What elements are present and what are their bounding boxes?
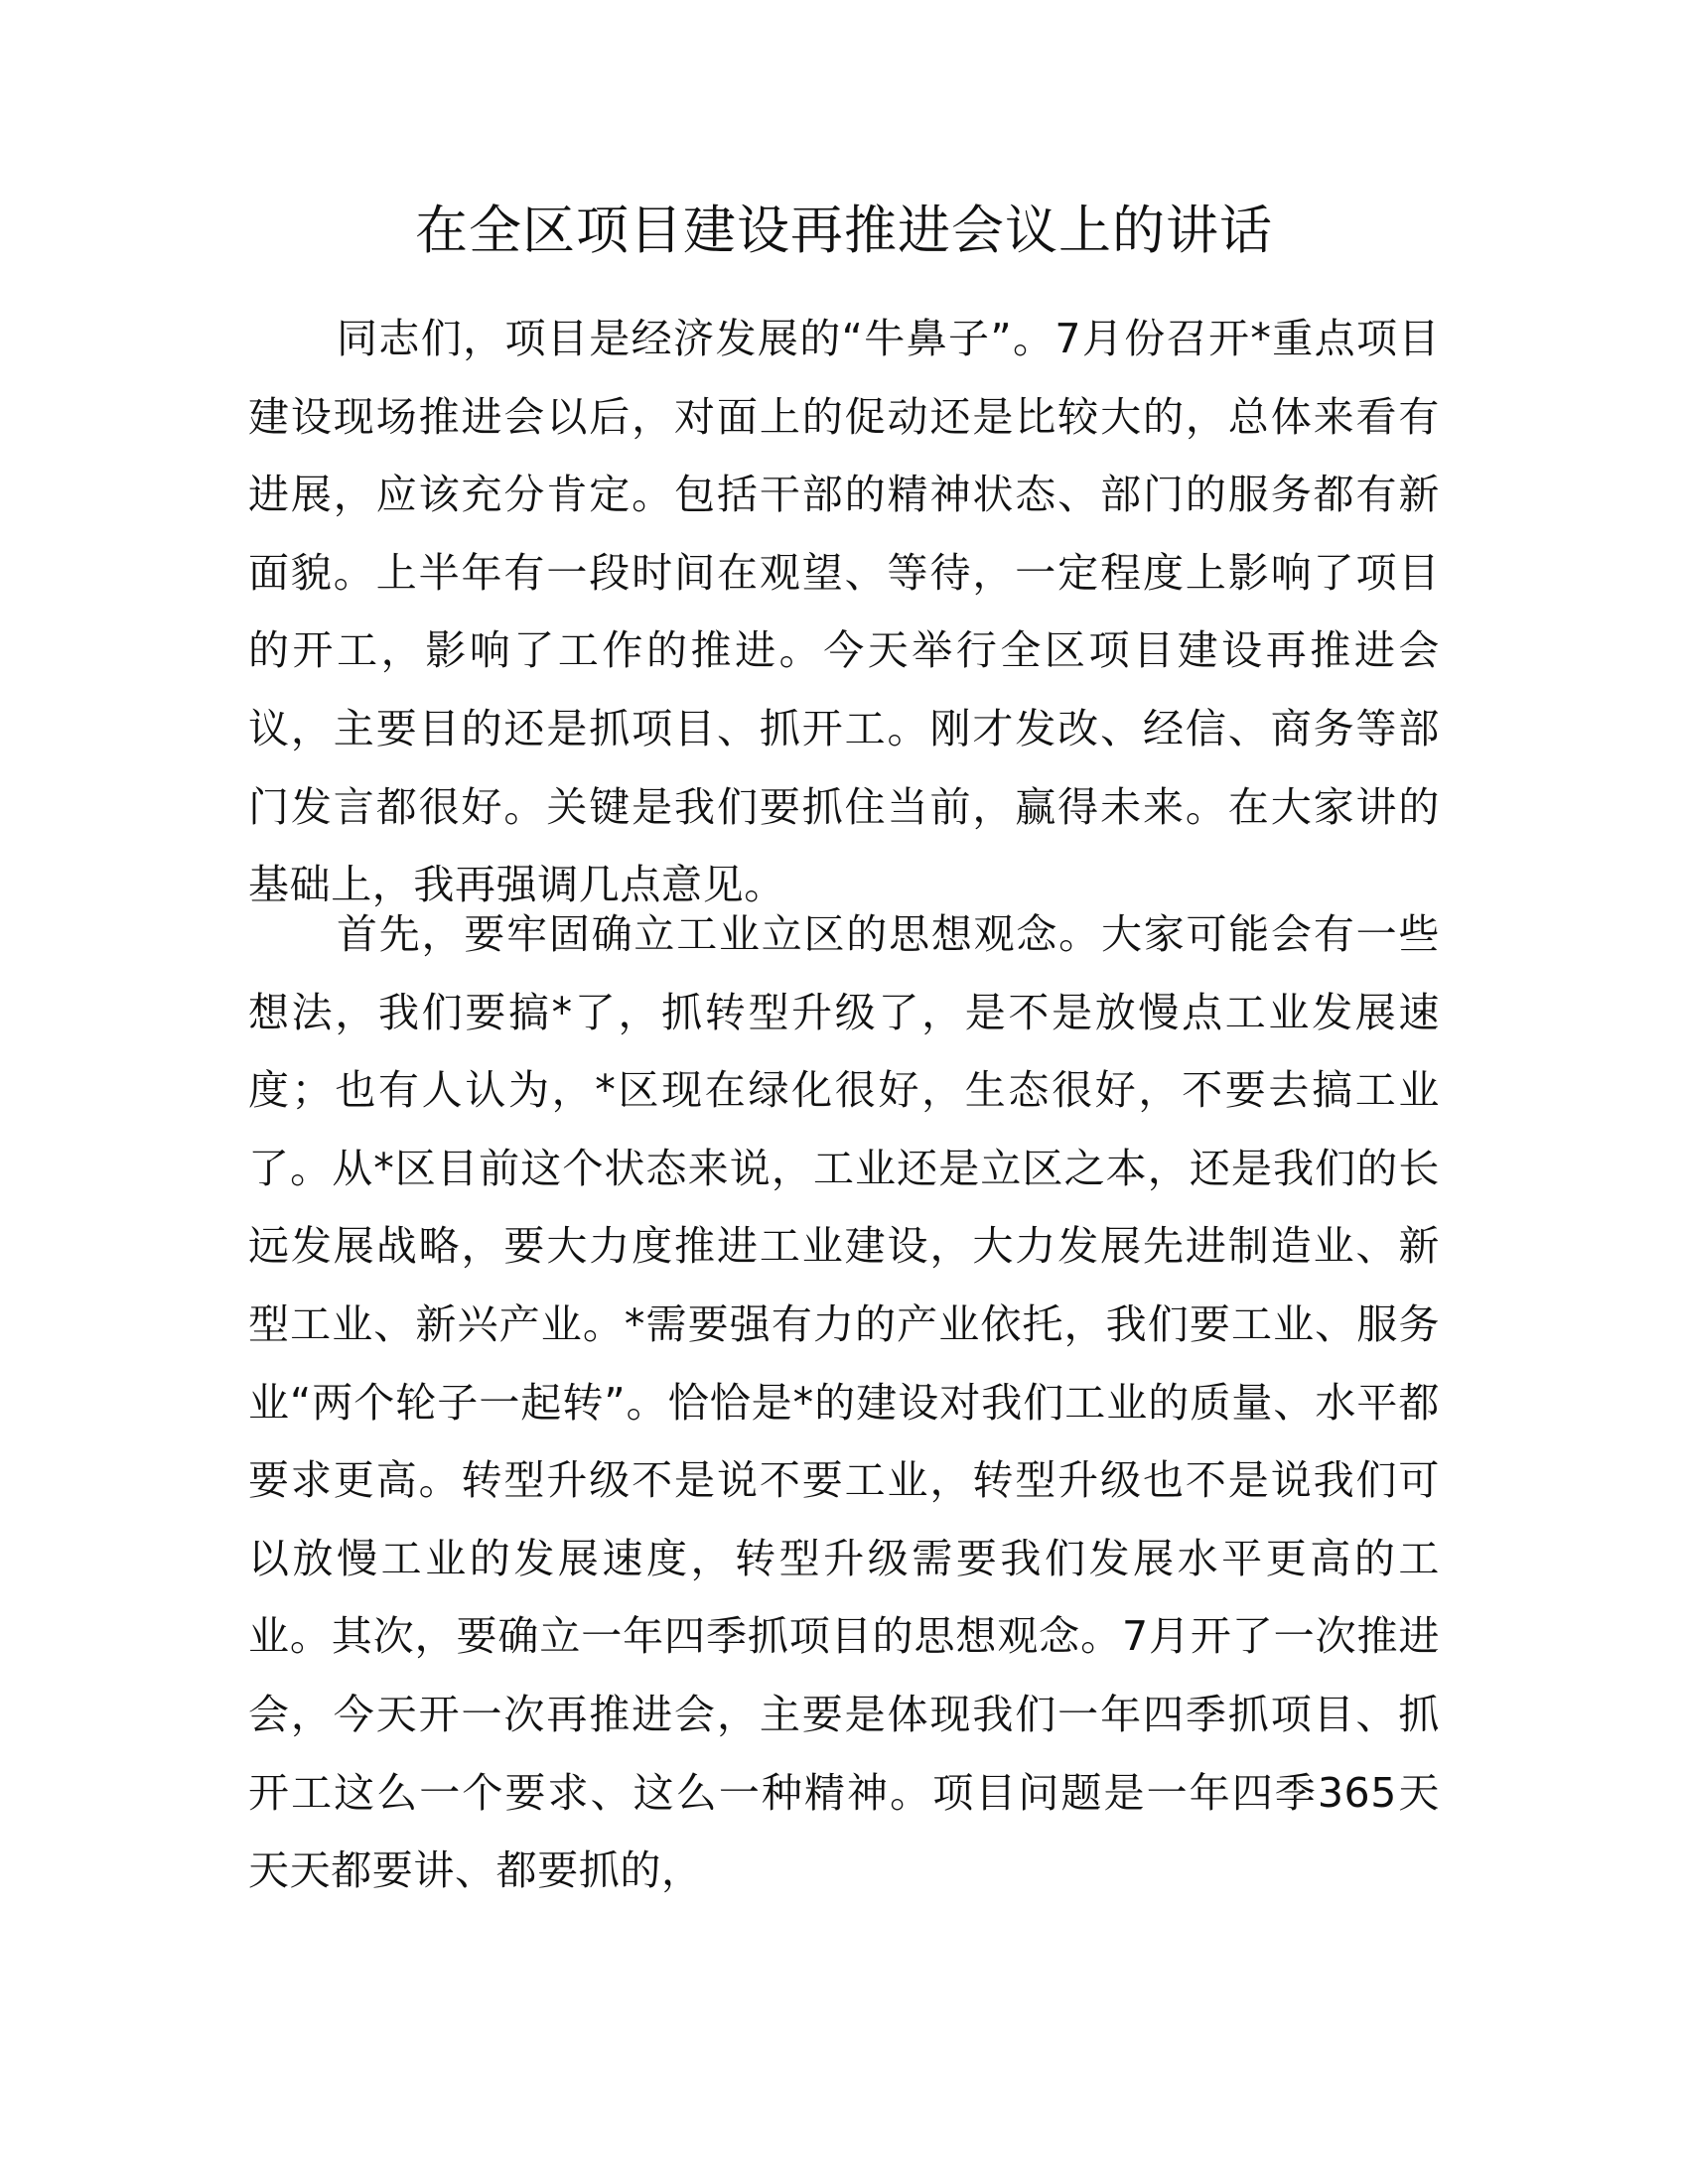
document-title: 在全区项目建设再推进会议上的讲话 <box>415 201 1273 261</box>
paragraph-first-point: 首先，要牢固确立工业立区的思想观念。大家可能会有一些想法，我们要搞*了，抓转型升级了，是不是放慢点工业发展速度；也有人认为，*区现在绿化很好，生态很好，不要去搞工业了。从*区目前这个状态来说，工业还是立区之本，还是我们的长远发展战略，要大力度推进工业建设，大力发展先进制造业、新型工业、新兴产业。*需要强有力的产业依托，我们要工业、服务业“两个轮子一起转”。恰恰是*的建设对我们工业的质量、水平都要求更高。转型升级不是说不要工业，转型升级也不是说我们可以放慢工业的发展速度，转型升级需要我们发展水平更高的工业。其次，要确立一年四季抓项目的思想观念。7月开了一次推进会，今天开一次再推进会，主要是体现我们一年四季抓项目、抓开工这么一个要求、这么一种精神。项目问题是一年四季365天天天都要讲、都要抓的， <box>248 910 1440 1895</box>
paragraph-opening: 同志们，项目是经济发展的“牛鼻子”。7月份召开*重点项目建设现场推进会以后，对面上的促动还是比较大的，总体来看有进展，应该充分肯定。包括干部的精神状态、部门的服务都有新面貌。上半年有一段时间在观望、等待，一定程度上影响了项目的开工，影响了工作的推进。今天举行全区项目建设再推进会议，主要目的还是抓项目、抓开工。刚才发改、经信、商务等部门发言都很好。关键是我们要抓住当前，赢得未来。在大家讲的基础上，我再强调几点意见。 <box>248 315 1440 909</box>
